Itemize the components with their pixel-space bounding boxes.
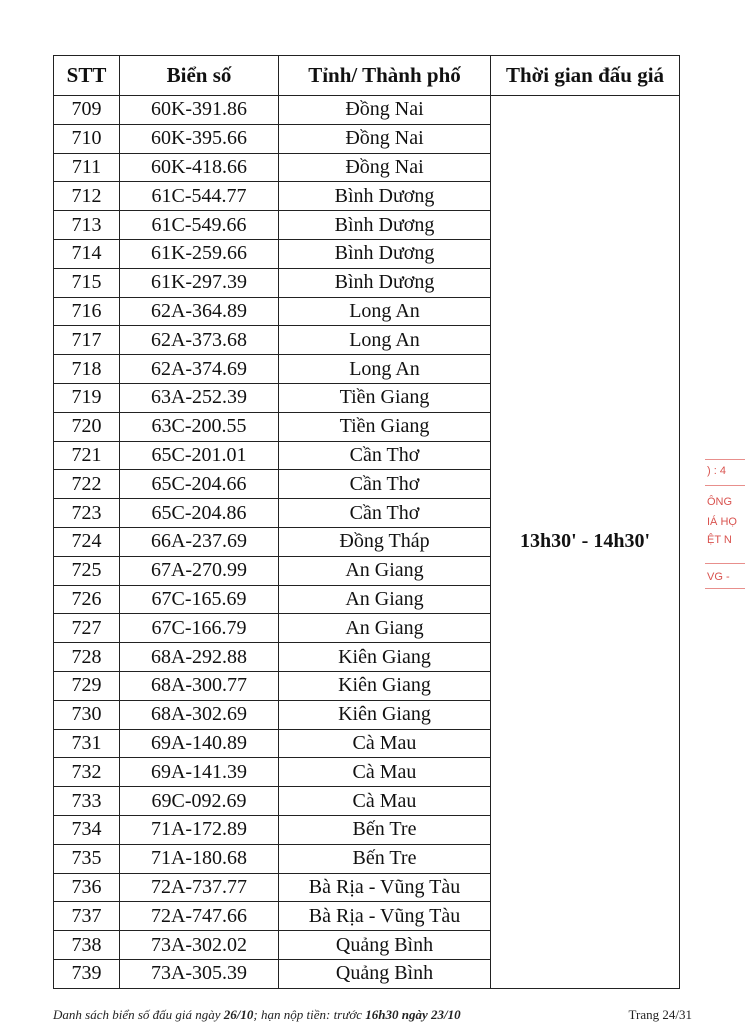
cell-province: Bến Tre <box>279 844 491 873</box>
stamp-border-upper <box>705 485 745 486</box>
cell-stt: 726 <box>54 585 120 614</box>
cell-stt: 732 <box>54 758 120 787</box>
cell-province: Cà Mau <box>279 787 491 816</box>
cell-plate: 68A-302.69 <box>120 700 279 729</box>
cell-stt: 738 <box>54 931 120 960</box>
cell-plate: 65C-204.86 <box>120 499 279 528</box>
cell-province: Quảng Bình <box>279 959 491 988</box>
cell-province: An Giang <box>279 585 491 614</box>
cell-stt: 734 <box>54 815 120 844</box>
cell-plate: 62A-364.89 <box>120 297 279 326</box>
page-footer <box>53 1007 692 1023</box>
stamp-text-4: ỆT N <box>707 534 732 546</box>
cell-plate: 69A-141.39 <box>120 758 279 787</box>
cell-province: Long An <box>279 355 491 384</box>
cell-province: Long An <box>279 297 491 326</box>
cell-province: Long An <box>279 326 491 355</box>
cell-province: An Giang <box>279 614 491 643</box>
footer-deadline: 16h30 ngày 23/10 <box>365 1007 461 1022</box>
cell-province: Bình Dương <box>279 211 491 240</box>
cell-province: Bến Tre <box>279 815 491 844</box>
cell-province: Kiên Giang <box>279 671 491 700</box>
cell-stt: 716 <box>54 297 120 326</box>
cell-plate: 66A-237.69 <box>120 527 279 556</box>
cell-stt: 724 <box>54 527 120 556</box>
stamp-border-lower <box>705 563 745 564</box>
stamp-border-top <box>705 459 745 460</box>
plates-table <box>53 55 680 989</box>
cell-plate: 65C-201.01 <box>120 441 279 470</box>
page-number: Trang 24/31 <box>628 1007 692 1022</box>
cell-plate: 61K-297.39 <box>120 268 279 297</box>
cell-plate: 73A-302.02 <box>120 931 279 960</box>
cell-province: Quảng Bình <box>279 931 491 960</box>
cell-stt: 710 <box>54 124 120 153</box>
cell-stt: 725 <box>54 556 120 585</box>
cell-province: Cần Thơ <box>279 441 491 470</box>
cell-stt: 713 <box>54 211 120 240</box>
header-province: Tỉnh/ Thành phố <box>279 56 491 96</box>
cell-stt: 714 <box>54 239 120 268</box>
cell-plate: 69C-092.69 <box>120 787 279 816</box>
cell-province: An Giang <box>279 556 491 585</box>
cell-stt: 728 <box>54 643 120 672</box>
cell-stt: 730 <box>54 700 120 729</box>
table-row <box>54 96 680 125</box>
header-auction-time: Thời gian đấu giá <box>491 56 680 96</box>
cell-plate: 62A-374.69 <box>120 355 279 384</box>
cell-plate: 72A-747.66 <box>120 902 279 931</box>
stamp-text-2: ÔNG <box>707 496 733 508</box>
cell-stt: 711 <box>54 153 120 182</box>
cell-province: Cần Thơ <box>279 470 491 499</box>
header-plate: Biển số <box>120 56 279 96</box>
cell-province: Tiền Giang <box>279 383 491 412</box>
cell-plate: 60K-391.86 <box>120 96 279 125</box>
cell-stt: 717 <box>54 326 120 355</box>
cell-stt: 720 <box>54 412 120 441</box>
cell-stt: 712 <box>54 182 120 211</box>
cell-province: Bà Rịa - Vũng Tàu <box>279 873 491 902</box>
cell-stt: 727 <box>54 614 120 643</box>
cell-plate: 60K-418.66 <box>120 153 279 182</box>
cell-plate: 69A-140.89 <box>120 729 279 758</box>
cell-stt: 723 <box>54 499 120 528</box>
cell-stt: 739 <box>54 959 120 988</box>
cell-plate: 72A-737.77 <box>120 873 279 902</box>
cell-plate: 68A-292.88 <box>120 643 279 672</box>
cell-stt: 731 <box>54 729 120 758</box>
cell-stt: 735 <box>54 844 120 873</box>
cell-stt: 718 <box>54 355 120 384</box>
cell-stt: 722 <box>54 470 120 499</box>
cell-province: Kiên Giang <box>279 700 491 729</box>
cell-plate: 60K-395.66 <box>120 124 279 153</box>
cell-province: Bình Dương <box>279 182 491 211</box>
footer-note <box>53 1007 461 1022</box>
footer-note-middle: ; hạn nộp tiền: trước <box>253 1007 366 1022</box>
cell-province: Bình Dương <box>279 239 491 268</box>
cell-plate: 67C-165.69 <box>120 585 279 614</box>
cell-province: Bà Rịa - Vũng Tàu <box>279 902 491 931</box>
cell-plate: 71A-180.68 <box>120 844 279 873</box>
cell-province: Đồng Nai <box>279 153 491 182</box>
stamp-border-bottom <box>705 588 745 589</box>
cell-province: Cà Mau <box>279 729 491 758</box>
cell-plate: 63C-200.55 <box>120 412 279 441</box>
stamp-text-5: VG - <box>707 571 730 583</box>
table-header-row <box>54 56 680 96</box>
cell-stt: 719 <box>54 383 120 412</box>
stamp-text-1: ) : 4 <box>707 465 726 477</box>
footer-note-prefix: Danh sách biển số đấu giá ngày <box>53 1007 224 1022</box>
cell-plate: 67C-166.79 <box>120 614 279 643</box>
cell-plate: 61C-549.66 <box>120 211 279 240</box>
cell-stt: 736 <box>54 873 120 902</box>
cell-stt: 715 <box>54 268 120 297</box>
cell-stt: 733 <box>54 787 120 816</box>
cell-stt: 709 <box>54 96 120 125</box>
cell-province: Đồng Nai <box>279 96 491 125</box>
table-body <box>54 96 680 989</box>
cell-plate: 67A-270.99 <box>120 556 279 585</box>
red-stamp-fragment <box>703 455 743 595</box>
cell-province: Cần Thơ <box>279 499 491 528</box>
cell-stt: 721 <box>54 441 120 470</box>
cell-province: Cà Mau <box>279 758 491 787</box>
cell-stt: 729 <box>54 671 120 700</box>
cell-plate: 61C-544.77 <box>120 182 279 211</box>
cell-province: Tiền Giang <box>279 412 491 441</box>
cell-plate: 68A-300.77 <box>120 671 279 700</box>
cell-stt: 737 <box>54 902 120 931</box>
cell-auction-time: 13h30' - 14h30' <box>491 96 680 989</box>
cell-province: Đồng Tháp <box>279 527 491 556</box>
cell-plate: 65C-204.66 <box>120 470 279 499</box>
cell-province: Đồng Nai <box>279 124 491 153</box>
header-stt: STT <box>54 56 120 96</box>
cell-plate: 62A-373.68 <box>120 326 279 355</box>
cell-plate: 73A-305.39 <box>120 959 279 988</box>
cell-plate: 71A-172.89 <box>120 815 279 844</box>
cell-province: Kiên Giang <box>279 643 491 672</box>
cell-plate: 63A-252.39 <box>120 383 279 412</box>
stamp-text-3: IÁ HỌ <box>707 516 737 528</box>
cell-plate: 61K-259.66 <box>120 239 279 268</box>
cell-province: Bình Dương <box>279 268 491 297</box>
footer-auction-date: 26/10 <box>223 1007 254 1022</box>
